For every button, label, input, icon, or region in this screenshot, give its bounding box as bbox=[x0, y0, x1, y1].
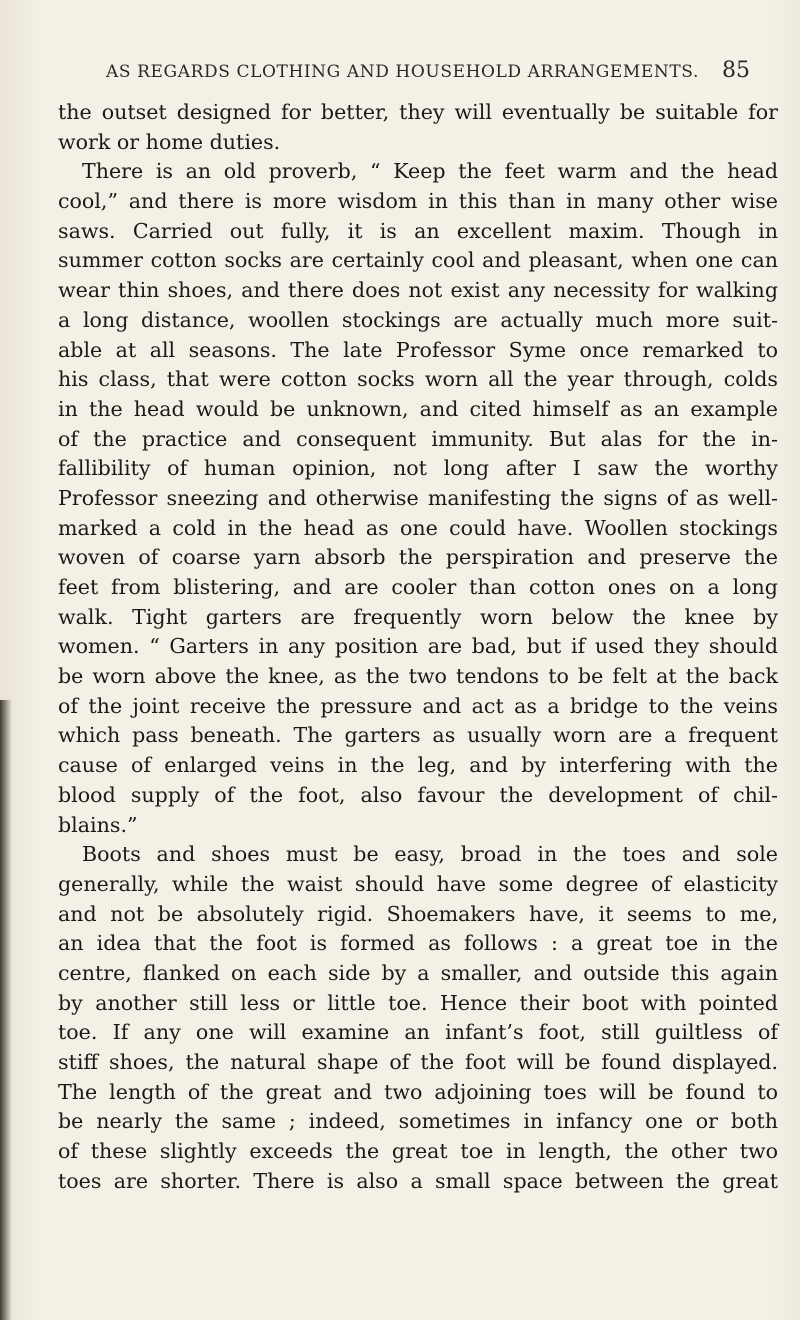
text-line: The length of the great and two adjoining toes will be found to bbox=[58, 1079, 778, 1104]
text-line: and not be absolutely rigid. Shoemakers have, it seems to me, bbox=[58, 901, 778, 926]
text-line: cool,” and there is more wisdom in this than in many other wise bbox=[58, 189, 778, 214]
text-line: Boots and shoes must be easy, broad in the toes and sole bbox=[82, 842, 778, 867]
text-line: walk. Tight garters are frequently worn below the knee by bbox=[58, 604, 778, 629]
text-line: saws. Carried out fully, it is an excellent maxim. Though in bbox=[58, 218, 778, 243]
text-line: toe. If any one will examine an infant’s foot, still guiltless of bbox=[58, 1020, 778, 1045]
text-line: centre, flanked on each side by a smaller, and outside this again bbox=[58, 960, 778, 985]
text-line: fallibility of human opinion, not long after I saw the worthy bbox=[58, 456, 778, 481]
running-header bbox=[0, 58, 800, 88]
text-line: summer cotton socks are certainly cool and pleasant, when one can bbox=[58, 248, 778, 273]
text-line: woven of coarse yarn absorb the perspiration and preserve the bbox=[58, 545, 778, 570]
text-line: women. “ Garters in any position are bad, but if used they should bbox=[58, 634, 778, 659]
body-text bbox=[18, 98, 778, 1196]
text-line: able at all seasons. The late Professor Syme once remarked to bbox=[58, 337, 778, 362]
text-line: in the head would be unknown, and cited himself as an example bbox=[58, 396, 778, 421]
text-line: of these slightly exceeds the great toe in length, the other two bbox=[58, 1139, 778, 1164]
text-line: be nearly the same ; indeed, sometimes in infancy one or both bbox=[58, 1109, 778, 1134]
page-gutter-shadow bbox=[0, 700, 12, 1320]
text-line: stiff shoes, the natural shape of the foot will be found displayed. bbox=[58, 1050, 778, 1074]
text-line: which pass beneath. The garters as usually worn are a frequent bbox=[58, 723, 778, 748]
text-line: toes are shorter. There is also a small space between the great bbox=[58, 1168, 778, 1193]
text-line: blood supply of the foot, also favour the development of chil- bbox=[58, 782, 778, 807]
text-line: be worn above the knee, as the two tendons to be felt at the back bbox=[58, 664, 778, 689]
text-line: feet from blistering, and are cooler than cotton ones on a long bbox=[58, 575, 778, 599]
text-line: his class, that were cotton socks worn all the year through, colds bbox=[58, 367, 778, 392]
running-title: AS REGARDS CLOTHING AND HOUSEHOLD ARRANGEMENTS. bbox=[106, 62, 699, 82]
text-line: blains.” bbox=[58, 812, 138, 837]
text-line: work or home duties. bbox=[58, 129, 281, 154]
text-line: the outset designed for better, they will eventually be suitable for bbox=[58, 100, 778, 124]
text-line: cause of enlarged veins in the leg, and by interfering with the bbox=[58, 753, 778, 778]
text-line: wear thin shoes, and there does not exist any necessity for walking bbox=[58, 278, 778, 303]
text-line: Professor sneezing and otherwise manifesting the signs of as well- bbox=[58, 485, 778, 510]
text-line: generally, while the waist should have some degree of elasticity bbox=[58, 871, 778, 896]
text-line: by another still less or little toe. Hence their boot with pointed bbox=[58, 990, 778, 1015]
page-number: 85 bbox=[722, 58, 750, 83]
text-line: marked a cold in the head as one could have. Woollen stockings bbox=[58, 515, 778, 540]
text-line: a long distance, woollen stockings are actually much more suit- bbox=[58, 307, 778, 332]
text-line: of the practice and consequent immunity. But alas for the in- bbox=[58, 426, 778, 451]
text-line: of the joint receive the pressure and act as a bridge to the veins bbox=[58, 693, 778, 718]
text-line: an idea that the foot is formed as follows : a great toe in the bbox=[58, 931, 778, 956]
text-line: There is an old proverb, “ Keep the feet warm and the head bbox=[82, 159, 778, 184]
